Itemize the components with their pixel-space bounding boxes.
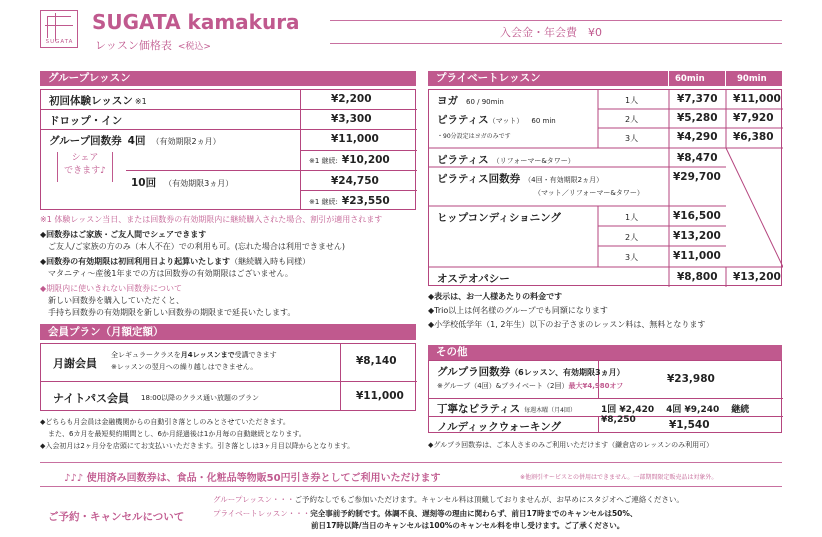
private-col-60: 60min [675, 74, 705, 84]
gurupura-price: ¥23,980 [667, 373, 715, 385]
osteo-60: ¥8,800 [677, 271, 718, 283]
private-2p-60: ¥5,280 [677, 112, 718, 124]
monthly-price: ¥8,140 [356, 355, 397, 367]
private-col-90: 90min [737, 74, 767, 84]
other-note: ◆グルプラ回数券は、ご本人さまのみご利用いただけます（鎌倉店のレッスンのみ利用可） [428, 441, 714, 449]
share-badge: シェア できます♪ [57, 152, 113, 182]
group-note-extend-body1: 新しい回数券を購入していただくと、 [48, 296, 184, 305]
hip-persons-2: 2人 [625, 233, 639, 242]
polite-prices: 1回 ¥2,420 4回 ¥9,240 継続 ¥8,250 [601, 405, 750, 425]
monthly-desc1: 全レギュラークラスを月4レッスンまで受講できます [111, 351, 277, 359]
private-note1: ◆表示は、お一人様あたりの料金です [428, 292, 563, 301]
pilates-row: ピラティス（マット） 60 min [437, 114, 556, 126]
booking-private-2: 前日17時以降/当日のキャンセルは100%のキャンセル料を申し受けます。ご了承ください。 [311, 521, 625, 530]
member-note1: ◆どちらも月会員は金融機関からの自動引き落としのみとさせていただきます。 [40, 418, 290, 426]
coupon4-cont: ※1 継続: ¥10,200 [309, 154, 390, 166]
other-table [428, 360, 782, 433]
group-note-extend-body2: 手持ち回数券の有効期限を新しい回数券の期限まで延長いたします。 [48, 308, 296, 317]
private-1p-90: ¥11,000 [733, 93, 781, 105]
private-2p-90: ¥7,920 [733, 112, 774, 124]
hip-label: ヒップコンディショニング [437, 212, 561, 224]
group-note-share-body: ご友人/ご家族の方のみ（本人不在）での利用も可。(忘れた場合は利用できません) [48, 242, 345, 251]
nordic-label: ノルディックウォーキング [437, 421, 562, 433]
logo-text: SUGATA [45, 39, 74, 45]
osteo-label: オステオパシー [437, 273, 510, 285]
coupon4-row: グループ回数券 4回 （有効期限2ヵ月） [49, 135, 221, 147]
private-1p-60: ¥7,370 [677, 93, 718, 105]
private-persons-3: 3人 [625, 134, 639, 143]
dropin-price: ¥3,300 [331, 113, 372, 125]
hip-2p: ¥13,200 [673, 230, 721, 242]
group-note-expiry-title: ◆回数券の有効期限は初回利用日より起算いたします（継続購入時も同様） [40, 257, 311, 266]
reformer-row: ピラティス （リフォーマー&タワー） [437, 154, 575, 166]
footer-coupon-text: ♪♪♪ 使用済み回数券は、食品・化粧品等物販50円引き券としてご利用いただけます [64, 473, 441, 484]
nordic-price: ¥1,540 [669, 419, 710, 431]
private-3p-90: ¥6,380 [733, 131, 774, 143]
page-subtitle: レッスン価格表 <税込> [95, 39, 211, 52]
coupon10-price: ¥24,750 [331, 175, 379, 187]
brand-title: SUGATA kamakura [92, 10, 300, 34]
header-rule-top [330, 20, 782, 21]
booking-group: グループレッスン・・・ご予約なしでもご参加いただけます。キャンセル料は頂戴しておりませんが、お早めにスタジオへご連絡ください。 [213, 495, 684, 504]
tax-note: <税込> [177, 42, 211, 52]
coupon10-cont: ※1 継続: ¥23,550 [309, 195, 390, 207]
group-note-extend-title: ◆期限内に使いきれない回数券について [40, 284, 182, 293]
nightpass-label: ナイトパス会員 [53, 392, 130, 405]
private-persons-1: 1人 [625, 96, 639, 105]
group-note-share-title: ◆回数券はご家族・ご友人間でシェアできます [40, 230, 207, 239]
gurupura-row: グルプラ回数券（6レッスン、有効期限3ヵ月） [437, 366, 625, 378]
group-section-title: グループレッスン [40, 71, 416, 86]
booking-private: プライベートレッスン・・・完全事前予約制です。体調不良、遅刻等の理由に関わらず、前日17時までのキャンセルは50%、 [213, 509, 638, 518]
footer-coupon-note: ※他割引サービスとの併用はできません。一部期間限定販売品は対象外。 [520, 474, 718, 481]
coupon4-price: ¥11,000 [331, 133, 379, 145]
nightpass-desc: 18:00以降のクラス通い放題のプラン [141, 394, 259, 402]
coupon10-row: 10回 （有効期限3ヵ月） [131, 177, 234, 189]
hip-persons-3: 3人 [625, 253, 639, 262]
private-note2: ◆Trio以上は何名様のグループでも同額になります [428, 306, 608, 315]
polite-pilates-row: 丁寧なピラティス 毎週木曜（月4回） [437, 403, 576, 415]
dropin-label: ドロップ・イン [49, 115, 123, 127]
member-note2: また、6カ月を最短契約期間とし、6か月経過後は1か月毎の自動継続となります。 [48, 430, 306, 438]
group-note-discount: ※1 体験レッスン当日、または回数券の有効期限内に継続購入された場合、割引が適用されます [40, 215, 383, 224]
hip-1p: ¥16,500 [673, 210, 721, 222]
hip-persons-1: 1人 [625, 213, 639, 222]
gurupura-note: ※グループ（4回）&プライベート（2回）最大¥4,980オフ [437, 382, 624, 390]
group-note-expiry-body: マタニティ～産後1年までの方は回数券の有効期限はございません。 [48, 269, 293, 278]
member-note3: ◆入会初月は2ヶ月分を店頭にてお支払いいただきます。引き落としは3ヶ月目以降からとなります。 [40, 442, 355, 450]
osteo-90: ¥13,200 [733, 271, 781, 283]
entrance-fee: 入会金・年会費 ¥0 [500, 26, 602, 39]
header-rule-bottom [330, 43, 782, 44]
hip-3p: ¥11,000 [673, 250, 721, 262]
pilates-coupon-price: ¥29,700 [673, 171, 721, 183]
monthly-label: 月謝会員 [53, 357, 97, 370]
other-section-title: その他 [428, 345, 782, 360]
reformer-price: ¥8,470 [677, 152, 718, 164]
monthly-desc2: ※レッスンの翌月への繰り越しはできません。 [111, 363, 258, 371]
private-table [428, 89, 782, 286]
private-persons-2: 2人 [625, 115, 639, 124]
yoga-row: ヨガ 60 / 90min [437, 95, 504, 107]
private-section-title: プライベートレッスン [428, 71, 782, 86]
private-3p-60: ¥4,290 [677, 131, 718, 143]
pilates-coupon-row: ピラティス回数券 （4回・有効期限2ヵ月） [437, 173, 604, 185]
group-table [40, 89, 416, 210]
nightpass-price: ¥11,000 [356, 390, 404, 402]
trial-price: ¥2,200 [331, 93, 372, 105]
private-note3: ◆小学校低学年（1, 2年生）以下のお子さまのレッスン料は、無料となります [428, 320, 706, 329]
trial-row: 初回体験レッスン ※1 [49, 95, 147, 107]
pilates-note: ・90分設定はヨガのみです [437, 133, 511, 140]
member-section-title: 会員プラン（月額定額） [40, 324, 416, 340]
pilates-coupon-sub2: （マット／リフォーマー&タワー） [534, 189, 644, 197]
member-table [40, 343, 416, 411]
booking-title: ご予約・キャンセルについて [48, 511, 185, 523]
